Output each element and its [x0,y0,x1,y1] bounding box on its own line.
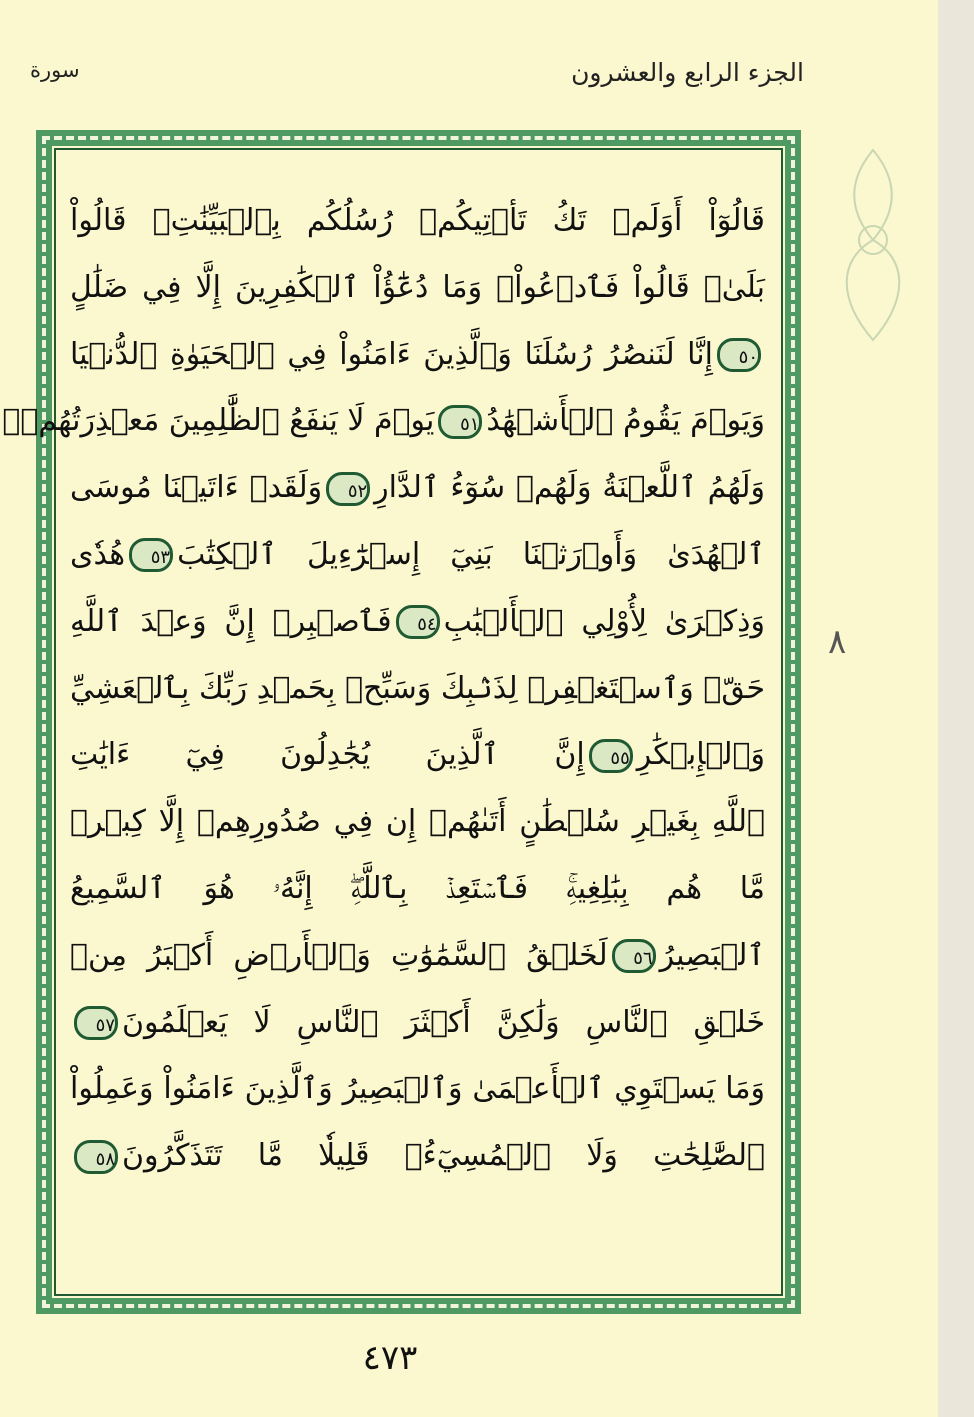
verse-number-marker: ٥٥ [589,739,633,773]
text-line: وَمَا يَسۡتَوِي ٱلۡأَعۡمَىٰ وَٱلۡبَصِيرُ وَٱلَّذِينَ ءَامَنُواْ وَعَمِلُواْ [70,1071,765,1107]
verse-number-marker: ٥٢ [326,472,370,506]
text-line: وَذِكۡرَىٰ لِأُوْلِي ٱلۡأَلۡبَٰبِ٥٤فَٱصۡبِرۡ إِنَّ وَعۡدَ ٱللَّهِ [70,603,766,639]
text-line: وَيَوۡمَ يَقُومُ ٱلۡأَشۡهَٰدُ٥١يَوۡمَ لَا يَنفَعُ ٱلظَّٰلِمِينَ مَعۡذِرَتُهُمۡۖ [2,403,765,439]
verse-number-marker: ٥٣ [129,538,173,572]
text-line: ٱللَّهِ بِغَيۡرِ سُلۡطَٰنٍ أَتَىٰهُمۡ إِن فِي صُدُورِهِمۡ إِلَّا كِبۡرٞ [70,804,765,840]
verse-number-marker: ٥٠ [717,338,761,372]
page-edge-strip [938,0,974,1417]
verse-number-marker: ٥٤ [396,605,440,639]
text-line: ٱلصَّٰلِحَٰتِ وَلَا ٱلۡمُسِيٓءُۚ قَلِيلٗا مَّا تَتَذَكَّرُونَ٥٨ [70,1123,765,1190]
text-line: ٥٠إِنَّا لَنَنصُرُ رُسُلَنَا وَٱلَّذِينَ ءَامَنُواْ فِي ٱلۡحَيَوٰةِ ٱلدُّنۡيَا [70,322,765,389]
verse-number-marker: ٥٧ [74,1006,118,1040]
text-line: ٱلۡهُدَىٰ وَأَوۡرَثۡنَا بَنِيٓ إِسۡرَٰٓءِيلَ ٱلۡكِتَٰبَ٥٣هُدٗى [70,536,765,572]
quran-text [2,188,766,1258]
page-number: ٤٧٣ [362,1338,418,1378]
text-line: وَلَهُمُ ٱللَّعۡنَةُ وَلَهُمۡ سُوٓءُ ٱلدَّارِ٥٢وَلَقَدۡ ءَاتَيۡنَا مُوسَى [70,470,765,506]
verse-number-marker: ٥٨ [74,1140,118,1174]
verse-number-marker: ٥٦ [612,939,656,973]
verse-number-marker: ٥١ [438,405,482,439]
margin-ornament-icon [818,140,928,360]
text-line: وَٱلۡإِبۡكَٰرِ٥٥إِنَّ ٱلَّذِينَ يُجَٰدِلُونَ فِيٓ ءَايَٰتِ [70,737,765,773]
text-line: خَلۡقِ ٱلنَّاسِ وَلَٰكِنَّ أَكۡثَرَ ٱلنَّاسِ لَا يَعۡلَمُونَ٥٧ [70,990,765,1057]
text-line: مَّا هُم بِبَٰلِغِيهِۚ فَٱسۡتَعِذۡ بِٱللَّهِۖ إِنَّهُۥ هُوَ ٱلسَّمِيعُ [70,870,765,906]
juz-header: الجزء الرابع والعشرون [571,58,804,87]
handwritten-margin-mark: ٨ [828,622,847,662]
text-line: حَقّٞ وَٱسۡتَغۡفِرۡ لِذَنۢبِكَ وَسَبِّحۡ بِحَمۡدِ رَبِّكَ بِٱلۡعَشِيِّ [70,670,765,706]
text-line: بَلَىٰۚ قَالُواْ فَٱدۡعُواْۗ وَمَا دُعَٰٓؤُاْ ٱلۡكَٰفِرِينَ إِلَّا فِي ضَلَٰلٍ [70,269,765,305]
text-line: قَالُوٓاْ أَوَلَمۡ تَكُ تَأۡتِيكُمۡ رُسُلُكُم بِٱلۡبَيِّنَٰتِۖ قَالُواْ [70,203,765,238]
surah-header: سورة [30,58,80,82]
text-line: ٱلۡبَصِيرُ٥٦لَخَلۡقُ ٱلسَّمَٰوَٰتِ وَٱلۡأَرۡضِ أَكۡبَرُ مِنۡ [70,937,765,973]
